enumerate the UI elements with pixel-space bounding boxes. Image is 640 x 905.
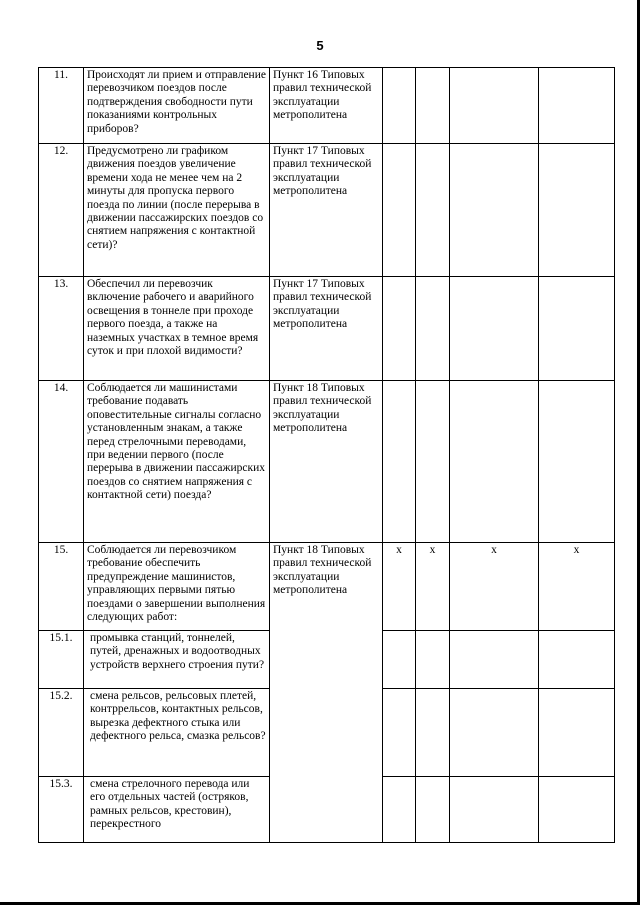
answer-cell-na	[450, 631, 539, 689]
question-text: смена рельсов, рельсовых плетей, контррельсов, контактных рельсов, вырезка дефектного стыка или дефектного рельса, смазка рельсов?	[84, 689, 270, 777]
question-text: смена стрелочного перевода или его отдельных частей (остряков, рамных рельсов, крестовин), перекрестного	[84, 777, 270, 843]
answer-cell-no	[416, 777, 450, 843]
answer-cell-na	[450, 777, 539, 843]
answer-cell-yes	[383, 68, 416, 144]
answer-cell-no: х	[416, 543, 450, 631]
answer-cell-no	[416, 68, 450, 144]
reference-text: Пункт 18 Типовых правил технической эксплуатации метрополитена	[270, 381, 383, 543]
answer-cell-note	[539, 777, 615, 843]
row-number: 15.2.	[39, 689, 84, 777]
answer-cell-note	[539, 631, 615, 689]
answer-cell-yes	[383, 689, 416, 777]
row-number: 13.	[39, 277, 84, 381]
answer-cell-na	[450, 381, 539, 543]
answer-cell-na: х	[450, 543, 539, 631]
answer-cell-note	[539, 144, 615, 277]
answer-cell-yes	[383, 277, 416, 381]
checklist-table	[38, 67, 615, 843]
question-text: Предусмотрено ли графиком движения поездов увеличение времени хода не менее чем на 2 минуты для пропуска первого поезда по линии (после перерыва в движении пассажирских поездов со снятием напряжения с контактной сети)?	[84, 144, 270, 277]
page-number: 5	[316, 38, 324, 53]
answer-cell-no	[416, 277, 450, 381]
question-text: Обеспечил ли перевозчик включение рабочего и аварийного освещения в тоннеле при проходе первого поезда, а также на наземных участках в темное время суток и при плохой видимости?	[84, 277, 270, 381]
question-text: Происходят ли прием и отправление перевозчиком поездов после подтверждения свободности пути показаниями контрольных приборов?	[84, 68, 270, 144]
question-text: Соблюдается ли машинистами требование подавать оповестительные сигналы согласно установленным знакам, а также перед стрелочными переводами, при ведении первого (после перерыва в движении пассажирских поездов со снятием напряжения с контактной сети) поезда?	[84, 381, 270, 543]
answer-cell-note	[539, 689, 615, 777]
answer-cell-na	[450, 68, 539, 144]
answer-cell-yes	[383, 144, 416, 277]
reference-text: Пункт 16 Типовых правил технической эксплуатации метрополитена	[270, 68, 383, 144]
table-row	[39, 277, 615, 381]
answer-cell-no	[416, 631, 450, 689]
answer-cell-yes	[383, 631, 416, 689]
answer-cell-note	[539, 68, 615, 144]
row-number: 15.	[39, 543, 84, 631]
reference-text: Пункт 17 Типовых правил технической эксплуатации метрополитена	[270, 277, 383, 381]
row-number: 11.	[39, 68, 84, 144]
table-row	[39, 543, 615, 631]
answer-cell-yes: х	[383, 543, 416, 631]
answer-cell-yes	[383, 381, 416, 543]
table-row	[39, 144, 615, 277]
answer-cell-note	[539, 277, 615, 381]
answer-cell-no	[416, 144, 450, 277]
table-row	[39, 68, 615, 144]
reference-text: Пункт 17 Типовых правил технической эксплуатации метрополитена	[270, 144, 383, 277]
answer-cell-note: х	[539, 543, 615, 631]
answer-cell-no	[416, 381, 450, 543]
row-number: 15.3.	[39, 777, 84, 843]
row-number: 14.	[39, 381, 84, 543]
reference-text: Пункт 18 Типовых правил технической эксплуатации метрополитена	[270, 543, 383, 843]
question-text: Соблюдается ли перевозчиком требование обеспечить предупреждение машинистов, управляющих первыми пятью поездами о завершении выполнения следующих работ:	[84, 543, 270, 631]
answer-cell-note	[539, 381, 615, 543]
answer-cell-na	[450, 277, 539, 381]
answer-cell-no	[416, 689, 450, 777]
question-text: промывка станций, тоннелей, путей, дренажных и водоотводных устройств верхнего строения пути?	[84, 631, 270, 689]
row-number: 15.1.	[39, 631, 84, 689]
table-row	[39, 381, 615, 543]
answer-cell-na	[450, 144, 539, 277]
answer-cell-na	[450, 689, 539, 777]
row-number: 12.	[39, 144, 84, 277]
answer-cell-yes	[383, 777, 416, 843]
